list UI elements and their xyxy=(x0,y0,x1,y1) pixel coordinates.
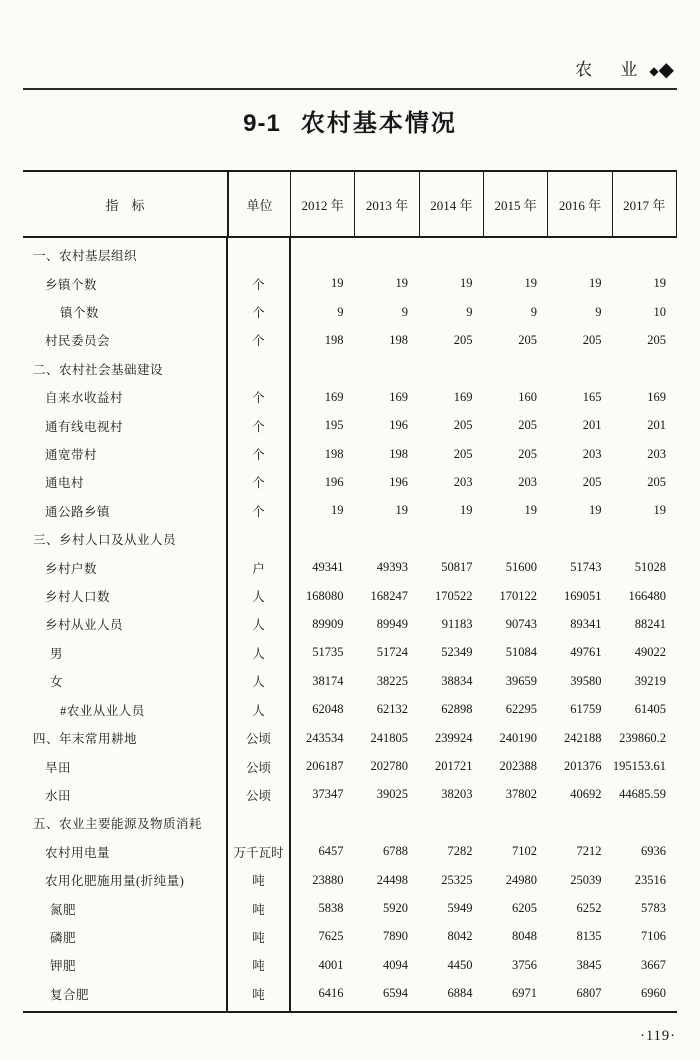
row-value: 4450 xyxy=(447,957,473,972)
page-number: ·119· xyxy=(640,1028,676,1044)
row-value: 88241 xyxy=(634,616,666,631)
row-value: 90743 xyxy=(505,616,537,631)
row-value: 19 xyxy=(589,503,602,518)
row-value: 198 xyxy=(324,446,344,461)
row-unit: 吨 xyxy=(252,902,265,917)
row-value: 6594 xyxy=(383,986,408,1001)
row-value: 239860.2 xyxy=(619,730,666,745)
row-unit: 吨 xyxy=(252,874,265,889)
row-value: 38834 xyxy=(441,673,473,688)
table-row xyxy=(23,411,677,439)
row-value: 195 xyxy=(324,418,344,433)
table-row xyxy=(23,667,677,695)
table-row xyxy=(23,582,677,610)
row-value: 198 xyxy=(389,446,408,461)
row-value: 242188 xyxy=(564,730,602,745)
row-value: 9 xyxy=(401,304,408,319)
row-value: 3756 xyxy=(512,957,537,972)
row-label: 乡村户数 xyxy=(45,561,98,576)
row-unit: 人 xyxy=(252,675,265,690)
row-value: 49393 xyxy=(376,560,408,575)
row-value: 40692 xyxy=(570,787,602,802)
row-value: 51028 xyxy=(634,560,666,575)
stats-table xyxy=(23,170,677,1013)
row-label: 三、乡村人口及从业人员 xyxy=(33,533,177,548)
table-row xyxy=(23,610,677,638)
row-unit: 个 xyxy=(252,476,265,491)
category-label: 农 业 xyxy=(575,60,650,79)
row-label: 二、农村社会基础建设 xyxy=(33,362,164,377)
row-value: 6416 xyxy=(318,986,344,1001)
column-header-unit: 单位 xyxy=(227,172,290,236)
row-label: 通宽带村 xyxy=(45,448,98,463)
row-value: 62132 xyxy=(376,702,408,717)
row-value: 205 xyxy=(518,418,537,433)
row-value: 170122 xyxy=(499,588,537,603)
row-value: 49341 xyxy=(312,560,344,575)
table-row xyxy=(23,923,677,951)
row-value: 168080 xyxy=(306,588,344,603)
table-row xyxy=(23,440,677,468)
table-row xyxy=(23,468,677,496)
row-unit: 个 xyxy=(252,448,265,463)
row-value: 3845 xyxy=(576,957,602,972)
row-value: 19 xyxy=(524,276,537,291)
row-value: 7282 xyxy=(447,844,473,859)
row-label: 农村用电量 xyxy=(45,845,111,860)
row-value: 169 xyxy=(389,389,408,404)
row-value: 25325 xyxy=(441,872,473,887)
row-label: 乡村人口数 xyxy=(45,590,111,605)
row-unit: 人 xyxy=(252,646,265,661)
row-unit: 户 xyxy=(252,561,265,576)
table-row xyxy=(23,752,677,780)
row-value: 201376 xyxy=(564,759,602,774)
row-value: 201 xyxy=(582,418,602,433)
row-label: 男 xyxy=(50,646,64,661)
row-label: #农业从业人员 xyxy=(60,703,145,718)
row-label: 复合肥 xyxy=(50,987,90,1002)
row-value: 243534 xyxy=(306,730,344,745)
row-value: 51084 xyxy=(505,645,537,660)
row-value: 19 xyxy=(395,276,408,291)
row-value: 4001 xyxy=(318,957,344,972)
row-unit: 个 xyxy=(252,334,265,349)
row-value: 198 xyxy=(324,332,344,347)
row-value: 170522 xyxy=(435,588,473,603)
row-value: 195153.61 xyxy=(612,759,666,774)
row-value: 160 xyxy=(518,389,537,404)
table-row xyxy=(23,894,677,922)
row-value: 6457 xyxy=(318,844,344,859)
row-value: 6884 xyxy=(447,986,473,1001)
row-value: 5838 xyxy=(318,901,344,916)
row-value: 89949 xyxy=(376,616,408,631)
table-row xyxy=(23,497,677,525)
row-unit: 公顷 xyxy=(245,732,271,747)
row-value: 38225 xyxy=(376,673,408,688)
table-body xyxy=(23,238,677,1013)
column-header-2016: 2016 年 xyxy=(547,172,611,236)
row-value: 6252 xyxy=(576,901,602,916)
row-value: 23516 xyxy=(634,872,666,887)
row-value: 6971 xyxy=(512,986,537,1001)
row-value: 51600 xyxy=(505,560,537,575)
row-value: 241805 xyxy=(370,730,408,745)
row-label: 镇个数 xyxy=(60,306,100,321)
row-value: 50817 xyxy=(441,560,473,575)
column-header-indicator: 指 标 xyxy=(105,197,145,213)
row-label: 农用化肥施用量(折纯量) xyxy=(45,874,185,889)
table-row xyxy=(23,326,677,354)
table-row xyxy=(23,355,677,383)
diamond-icon-large: ◆ xyxy=(658,59,674,81)
row-value: 6807 xyxy=(576,986,602,1001)
row-value: 51735 xyxy=(312,645,344,660)
table-row xyxy=(23,980,677,1008)
row-value: 169 xyxy=(453,389,473,404)
column-header-2017: 2017 年 xyxy=(612,172,676,236)
row-value: 39580 xyxy=(570,673,602,688)
row-value: 202388 xyxy=(499,759,537,774)
row-value: 169051 xyxy=(564,588,602,603)
row-value: 39219 xyxy=(634,673,666,688)
row-label: 五、农业主要能源及物质消耗 xyxy=(33,817,203,832)
row-value: 6205 xyxy=(512,901,537,916)
row-value: 196 xyxy=(389,474,408,489)
row-value: 6960 xyxy=(641,986,666,1001)
row-value: 62295 xyxy=(505,702,537,717)
row-value: 202780 xyxy=(370,759,408,774)
row-value: 3667 xyxy=(641,957,666,972)
row-value: 25039 xyxy=(570,872,602,887)
row-value: 203 xyxy=(518,474,537,489)
row-value: 165 xyxy=(582,389,602,404)
row-label: 通电村 xyxy=(45,476,85,491)
row-value: 19 xyxy=(331,276,344,291)
diamond-icon-small: ◆ xyxy=(649,64,659,78)
row-label: 村民委员会 xyxy=(45,334,111,349)
row-value: 9 xyxy=(466,304,473,319)
row-value: 19 xyxy=(653,503,666,518)
row-value: 4094 xyxy=(383,957,408,972)
row-value: 61405 xyxy=(634,702,666,717)
table-row xyxy=(23,383,677,411)
row-value: 19 xyxy=(653,276,666,291)
row-unit: 个 xyxy=(252,306,265,321)
row-value: 49022 xyxy=(634,645,666,660)
row-value: 89909 xyxy=(312,616,344,631)
row-label: 乡村从业人员 xyxy=(45,618,124,633)
row-value: 89341 xyxy=(570,616,602,631)
row-unit: 个 xyxy=(252,504,265,519)
row-value: 38203 xyxy=(441,787,473,802)
row-value: 91183 xyxy=(441,616,473,631)
row-value: 8048 xyxy=(512,929,537,944)
header-rule xyxy=(23,88,677,90)
row-value: 37347 xyxy=(312,787,344,802)
column-header-2013: 2013 年 xyxy=(354,172,418,236)
row-value: 169 xyxy=(324,389,344,404)
row-value: 38174 xyxy=(312,673,344,688)
row-unit: 公顷 xyxy=(245,760,271,775)
row-value: 7890 xyxy=(383,929,408,944)
category-header xyxy=(575,60,674,81)
row-value: 201721 xyxy=(435,759,473,774)
row-value: 206187 xyxy=(306,759,344,774)
table-row xyxy=(23,298,677,326)
table-row xyxy=(23,781,677,809)
row-label: 通公路乡镇 xyxy=(45,504,111,519)
row-value: 62898 xyxy=(441,702,473,717)
row-value: 61759 xyxy=(570,702,602,717)
table-row xyxy=(23,696,677,724)
row-value: 201 xyxy=(647,418,666,433)
row-value: 5783 xyxy=(641,901,666,916)
row-value: 19 xyxy=(460,276,473,291)
row-label: 女 xyxy=(50,675,64,690)
column-divider-indicator-unit xyxy=(226,238,228,1011)
row-unit: 吨 xyxy=(252,987,265,1002)
table-row xyxy=(23,951,677,979)
row-value: 239924 xyxy=(435,730,473,745)
table-row xyxy=(23,269,677,297)
row-unit: 个 xyxy=(252,391,265,406)
row-value: 196 xyxy=(324,474,344,489)
row-label: 通有线电视村 xyxy=(45,419,124,434)
row-value: 203 xyxy=(647,446,666,461)
row-unit: 吨 xyxy=(252,930,265,945)
row-unit: 吨 xyxy=(252,959,265,974)
table-row xyxy=(23,724,677,752)
row-label: 乡镇个数 xyxy=(45,277,98,292)
row-label: 氮肥 xyxy=(50,902,77,917)
row-value: 8042 xyxy=(447,929,473,944)
row-unit: 个 xyxy=(252,419,265,434)
row-value: 19 xyxy=(331,503,344,518)
page-title xyxy=(0,103,700,138)
row-value: 6788 xyxy=(383,844,408,859)
row-value: 7102 xyxy=(512,844,537,859)
row-value: 205 xyxy=(647,474,666,489)
row-value: 240190 xyxy=(499,730,537,745)
row-value: 9 xyxy=(337,304,344,319)
row-value: 5920 xyxy=(383,901,408,916)
row-label: 水田 xyxy=(45,788,72,803)
table-row xyxy=(23,866,677,894)
row-value: 169 xyxy=(647,389,666,404)
row-value: 6936 xyxy=(641,844,666,859)
row-value: 205 xyxy=(518,446,537,461)
row-value: 49761 xyxy=(570,645,602,660)
column-header-2014: 2014 年 xyxy=(419,172,483,236)
row-label: 磷肥 xyxy=(50,930,77,945)
row-value: 205 xyxy=(647,332,666,347)
column-header-2012: 2012 年 xyxy=(290,172,354,236)
row-value: 52349 xyxy=(441,645,473,660)
table-header-row xyxy=(23,170,677,238)
table-title-text: 农村基本情况 xyxy=(300,110,457,137)
row-value: 23880 xyxy=(312,872,344,887)
row-value: 166480 xyxy=(628,588,666,603)
row-value: 205 xyxy=(582,332,602,347)
table-row xyxy=(23,241,677,269)
row-unit: 人 xyxy=(252,703,265,718)
row-label: 四、年末常用耕地 xyxy=(33,732,138,747)
row-unit: 万千瓦时 xyxy=(233,845,284,860)
row-value: 37802 xyxy=(505,787,537,802)
row-value: 205 xyxy=(453,446,473,461)
row-value: 51724 xyxy=(376,645,408,660)
row-value: 205 xyxy=(453,418,473,433)
row-value: 44685.59 xyxy=(619,787,666,802)
row-value: 205 xyxy=(582,474,602,489)
table-row xyxy=(23,639,677,667)
row-value: 62048 xyxy=(312,702,344,717)
row-value: 205 xyxy=(518,332,537,347)
table-number: 9-1 xyxy=(243,110,281,137)
row-value: 39025 xyxy=(376,787,408,802)
row-unit: 个 xyxy=(252,277,265,292)
row-value: 7106 xyxy=(641,929,666,944)
column-header-2015: 2015 年 xyxy=(483,172,547,236)
row-value: 24498 xyxy=(376,872,408,887)
row-value: 8135 xyxy=(576,929,602,944)
row-value: 19 xyxy=(524,503,537,518)
row-value: 196 xyxy=(389,418,408,433)
row-label: 一、农村基层组织 xyxy=(33,249,138,264)
row-value: 24980 xyxy=(505,872,537,887)
table-row xyxy=(23,525,677,553)
row-value: 7212 xyxy=(576,844,602,859)
row-label: 钾肥 xyxy=(50,959,77,974)
row-value: 198 xyxy=(389,332,408,347)
row-value: 39659 xyxy=(505,673,537,688)
row-value: 19 xyxy=(395,503,408,518)
row-value: 205 xyxy=(453,332,473,347)
row-label: 自来水收益村 xyxy=(45,391,124,406)
table-row xyxy=(23,838,677,866)
row-value: 7625 xyxy=(318,929,344,944)
row-unit: 人 xyxy=(252,590,265,605)
row-label: 旱田 xyxy=(45,760,72,775)
row-value: 19 xyxy=(460,503,473,518)
row-value: 203 xyxy=(582,446,602,461)
row-value: 168247 xyxy=(370,588,408,603)
table-row xyxy=(23,809,677,837)
row-value: 19 xyxy=(589,276,602,291)
row-value: 51743 xyxy=(570,560,602,575)
row-unit: 人 xyxy=(252,618,265,633)
row-value: 9 xyxy=(530,304,537,319)
row-unit: 公顷 xyxy=(245,788,271,803)
table-row xyxy=(23,553,677,581)
row-value: 10 xyxy=(653,304,666,319)
column-divider-unit-values xyxy=(289,238,291,1011)
row-value: 9 xyxy=(595,304,602,319)
row-value: 5949 xyxy=(447,901,473,916)
row-value: 203 xyxy=(453,474,473,489)
